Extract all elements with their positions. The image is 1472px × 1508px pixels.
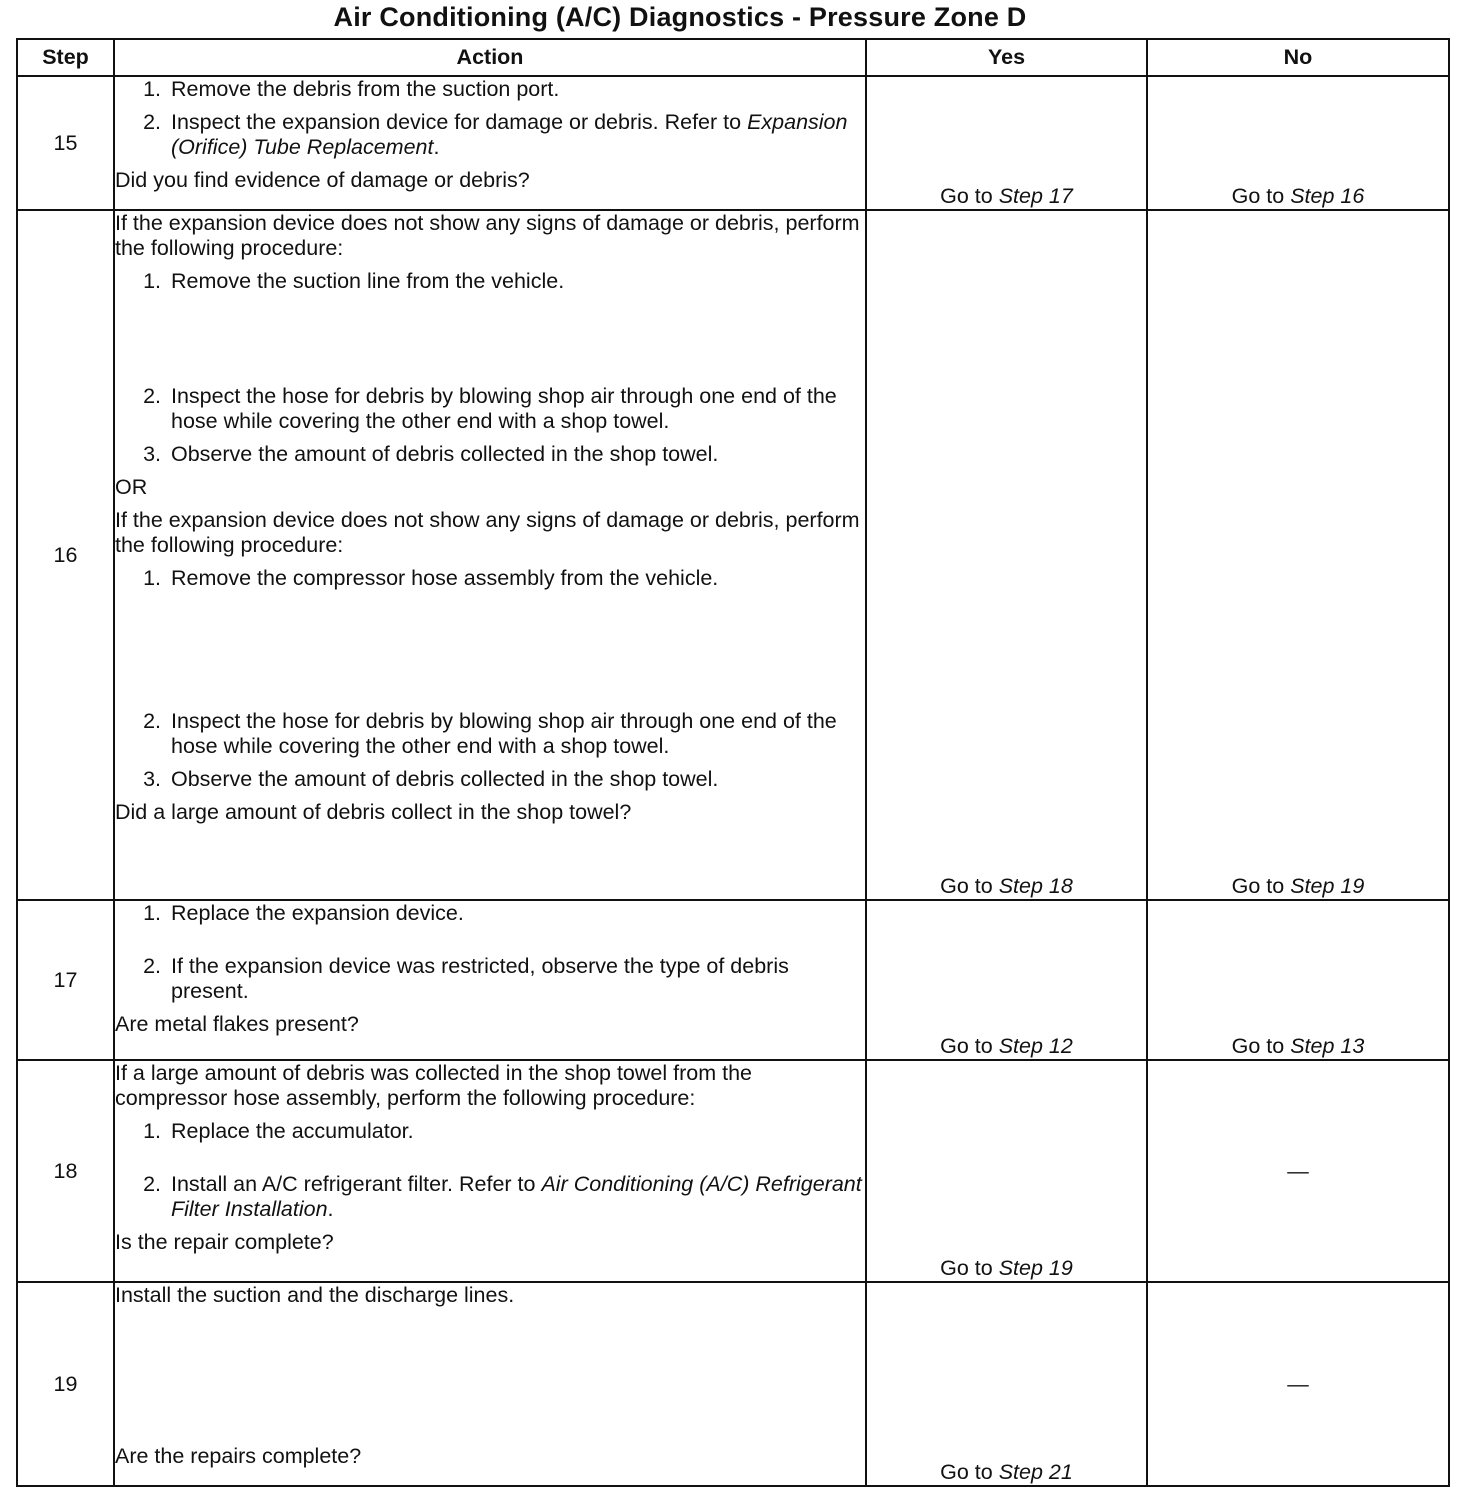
list-item bbox=[115, 954, 865, 1004]
step-number: 18 bbox=[17, 1060, 114, 1282]
header-no: No bbox=[1147, 39, 1449, 76]
goto-step-link[interactable]: Step 16 bbox=[1290, 184, 1365, 208]
list-text: Observe the amount of debris collected in the shop towel. bbox=[171, 767, 719, 791]
list-item bbox=[115, 1119, 865, 1144]
step-number: 16 bbox=[17, 210, 114, 900]
list-text bbox=[171, 110, 865, 160]
goto-prefix: Go to bbox=[1231, 1034, 1285, 1058]
step-number: 15 bbox=[17, 76, 114, 210]
list-item bbox=[115, 269, 865, 294]
list-number: 2. bbox=[143, 954, 161, 978]
yes-cell bbox=[866, 76, 1147, 210]
action-cell bbox=[114, 210, 866, 900]
action-cell bbox=[114, 1282, 866, 1486]
goto-step-link[interactable]: Step 18 bbox=[998, 874, 1073, 898]
goto-prefix: Go to bbox=[1231, 184, 1285, 208]
yes-cell bbox=[866, 1282, 1147, 1486]
list-number: 1. bbox=[143, 901, 161, 925]
list-text: Replace the expansion device. bbox=[171, 901, 464, 925]
goto-step-link[interactable]: Step 19 bbox=[1290, 874, 1365, 898]
goto-prefix: Go to bbox=[940, 1460, 993, 1484]
table-row-step-19 bbox=[17, 1282, 1449, 1486]
list-text: Remove the compressor hose assembly from the vehicle. bbox=[171, 566, 719, 590]
list-item bbox=[115, 1172, 865, 1222]
action-text: Install the suction and the discharge lines. bbox=[115, 1283, 515, 1307]
no-cell bbox=[1147, 900, 1449, 1060]
no-cell bbox=[1147, 210, 1449, 900]
question-text: Did you find evidence of damage or debris? bbox=[115, 168, 530, 192]
goto-step-link[interactable]: Step 21 bbox=[998, 1460, 1073, 1484]
table-row-step-18 bbox=[17, 1060, 1449, 1282]
no-cell-empty-dash: — bbox=[1147, 1282, 1449, 1486]
list-number: 2. bbox=[143, 110, 161, 134]
goto-prefix: Go to bbox=[940, 184, 993, 208]
list-number: 3. bbox=[143, 767, 161, 791]
goto-step-link[interactable]: Step 19 bbox=[998, 1256, 1073, 1280]
header-step: Step bbox=[17, 39, 114, 76]
goto-prefix: Go to bbox=[940, 874, 993, 898]
header-action: Action bbox=[114, 39, 866, 76]
yes-cell bbox=[866, 1060, 1147, 1282]
table-row-step-16 bbox=[17, 210, 1449, 900]
list-item bbox=[115, 566, 865, 591]
goto-prefix: Go to bbox=[940, 1256, 993, 1280]
or-separator: OR bbox=[115, 475, 148, 499]
list-text: Remove the suction line from the vehicle. bbox=[171, 269, 565, 293]
question-text: Is the repair complete? bbox=[115, 1230, 334, 1254]
list-text-part: Inspect the expansion device for damage or debris. Refer to bbox=[171, 110, 742, 134]
list-number: 3. bbox=[143, 442, 161, 466]
list-text: If the expansion device was restricted, observe the type of debris present. bbox=[171, 954, 789, 1003]
list-text-end: . bbox=[327, 1197, 334, 1221]
list-text: Inspect the hose for debris by blowing shop air through one end of the hose while covering the other end with a shop towel. bbox=[171, 384, 837, 433]
list-number: 1. bbox=[143, 77, 161, 101]
table-row-step-17 bbox=[17, 900, 1449, 1060]
list-item bbox=[115, 77, 865, 102]
list-item bbox=[115, 901, 865, 926]
list-text-part: Install an A/C refrigerant filter. Refer to bbox=[171, 1172, 536, 1196]
question-text: Are the repairs complete? bbox=[115, 1444, 362, 1468]
step-number: 17 bbox=[17, 900, 114, 1060]
list-number: 2. bbox=[143, 709, 161, 733]
goto-step-link[interactable]: Step 12 bbox=[998, 1034, 1073, 1058]
goto-step-link[interactable]: Step 13 bbox=[1290, 1034, 1365, 1058]
step-number: 19 bbox=[17, 1282, 114, 1486]
list-item bbox=[115, 384, 865, 434]
list-number: 1. bbox=[143, 566, 161, 590]
goto-prefix: Go to bbox=[940, 1034, 993, 1058]
list-text: Observe the amount of debris collected in the shop towel. bbox=[171, 442, 719, 466]
list-number: 1. bbox=[143, 1119, 161, 1143]
procedure-intro: If the expansion device does not show any signs of damage or debris, perform the following procedure: bbox=[115, 508, 860, 557]
list-text: Replace the accumulator. bbox=[171, 1119, 414, 1143]
list-text: Remove the debris from the suction port. bbox=[171, 77, 560, 101]
list-item bbox=[115, 767, 865, 792]
action-cell bbox=[114, 1060, 866, 1282]
action-cell bbox=[114, 900, 866, 1060]
reference-link[interactable]: Expansion (Orifice) Tube Replacement bbox=[171, 110, 848, 159]
goto-step-link[interactable]: Step 17 bbox=[998, 184, 1073, 208]
no-cell bbox=[1147, 76, 1449, 210]
header-row bbox=[17, 39, 1449, 76]
reference-link[interactable]: Air Conditioning (A/C) Refrigerant Filter Installation bbox=[171, 1172, 862, 1221]
page-title: Air Conditioning (A/C) Diagnostics - Pressure Zone D bbox=[333, 2, 1027, 32]
list-item bbox=[115, 110, 865, 160]
header-yes: Yes bbox=[866, 39, 1147, 76]
list-number: 1. bbox=[143, 269, 161, 293]
list-number: 2. bbox=[143, 1172, 161, 1196]
list-text-end: . bbox=[433, 135, 440, 159]
goto-prefix: Go to bbox=[1231, 874, 1285, 898]
list-text bbox=[171, 1172, 865, 1222]
yes-cell bbox=[866, 900, 1147, 1060]
diagnostic-table bbox=[16, 38, 1450, 1487]
procedure-intro: If the expansion device does not show any signs of damage or debris, perform the following procedure: bbox=[115, 211, 860, 260]
action-cell bbox=[114, 76, 866, 210]
procedure-intro: If a large amount of debris was collected in the shop towel from the compressor hose assembly, perform the following procedure: bbox=[115, 1061, 752, 1110]
yes-cell bbox=[866, 210, 1147, 900]
list-item bbox=[115, 709, 865, 759]
question-text: Did a large amount of debris collect in the shop towel? bbox=[115, 800, 632, 824]
question-text: Are metal flakes present? bbox=[115, 1012, 359, 1036]
list-text: Inspect the hose for debris by blowing shop air through one end of the hose while covering the other end with a shop towel. bbox=[171, 709, 837, 758]
list-number: 2. bbox=[143, 384, 161, 408]
no-cell-empty-dash: — bbox=[1147, 1060, 1449, 1282]
table-row-step-15 bbox=[17, 76, 1449, 210]
list-item bbox=[115, 442, 865, 467]
